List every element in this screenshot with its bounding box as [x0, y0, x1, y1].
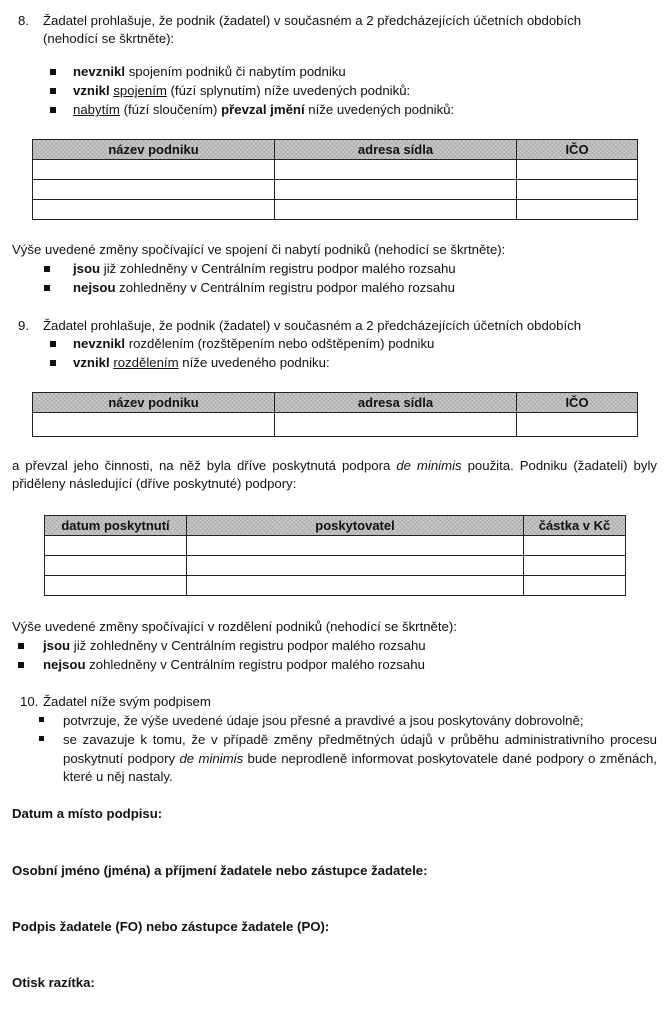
header-date: datum poskytnutí: [45, 516, 187, 536]
paragraph-italic: de minimis: [396, 458, 462, 473]
header-company-name: název podniku: [33, 393, 275, 413]
declaration-italic: de minimis: [179, 750, 244, 766]
bullet-icon: [18, 643, 24, 649]
header-address: adresa sídla: [275, 393, 517, 413]
table-cell[interactable]: [275, 160, 517, 180]
table-cell[interactable]: [33, 413, 275, 437]
bullet-icon: [39, 736, 44, 741]
option-not-merged[interactable]: [73, 63, 346, 80]
table-header-row: [33, 393, 638, 413]
bullet-icon: [39, 717, 44, 722]
table-cell[interactable]: [524, 536, 626, 556]
section-9-number: 9.: [18, 318, 29, 333]
table-row: [33, 413, 638, 437]
section-9-changes-text: Výše uvedené změny spočívající v rozdělení podniků (nehodící se škrtněte):: [12, 619, 457, 634]
section-9-paragraph: [12, 457, 657, 492]
table-cell[interactable]: [275, 200, 517, 220]
declaration-commit: [63, 731, 657, 787]
section-10-number: 10.: [20, 694, 39, 709]
option-not-split[interactable]: [73, 335, 434, 352]
option-underlined: spojením: [113, 83, 167, 98]
header-address: adresa sídla: [275, 140, 517, 160]
section-8-changes-text: Výše uvedené změny spočívající ve spojení či nabytí podniků (nehodící se škrtněte):: [12, 242, 506, 257]
applicant-name-label: Osobní jméno (jména) a příjmení žadatele nebo zástupce žadatele:: [12, 863, 428, 878]
option-text: zohledněny v Centrálním registru podpor malého rozsahu: [85, 657, 425, 672]
table-cell[interactable]: [33, 200, 275, 220]
table-cell[interactable]: [517, 413, 638, 437]
option-text: již zohledněny v Centrálním registru podpor malého rozsahu: [100, 261, 456, 276]
section-8-intro-cont: (nehodící se škrtněte):: [43, 31, 175, 46]
section-9-intro: Žadatel prohlašuje, že podnik (žadatel) v současném a 2 předcházejících účetních obdobích: [43, 318, 582, 333]
option-keyword: jsou: [43, 638, 71, 653]
table-cell[interactable]: [517, 180, 638, 200]
table-row: [45, 576, 626, 596]
bullet-icon: [50, 69, 56, 75]
option-acquired[interactable]: [73, 101, 454, 118]
table-row: [45, 556, 626, 576]
table-cell[interactable]: [45, 556, 187, 576]
option-text: níže uvedeného podniku:: [178, 355, 330, 370]
stamp-label: Otisk razítka:: [12, 975, 95, 990]
bullet-icon: [50, 88, 56, 94]
bullet-icon: [18, 662, 24, 668]
table-row: [33, 180, 638, 200]
option-created-by-merger[interactable]: [73, 82, 410, 99]
option-text: rozdělením (rozštěpením nebo odštěpením) podniku: [125, 336, 435, 351]
merged-companies-table: [32, 139, 638, 220]
bullet-icon: [50, 107, 56, 113]
table-cell[interactable]: [45, 576, 187, 596]
table-cell[interactable]: [517, 160, 638, 180]
table-row: [33, 200, 638, 220]
table-cell[interactable]: [275, 180, 517, 200]
bullet-icon: [50, 341, 56, 347]
table-cell[interactable]: [33, 160, 275, 180]
option-text: (fúzí splynutím) níže uvedených podniků:: [166, 83, 411, 98]
section-10-intro: Žadatel níže svým podpisem: [43, 694, 211, 709]
option-created-by-split[interactable]: [73, 354, 330, 371]
table-cell[interactable]: [45, 536, 187, 556]
bullet-icon: [50, 360, 56, 366]
option-keyword: nejsou: [73, 280, 116, 295]
table-cell[interactable]: [275, 413, 517, 437]
option-underlined: rozdělením: [113, 355, 179, 370]
option-keyword: nevznikl: [73, 64, 126, 79]
option-keyword: nevznikl: [73, 336, 126, 351]
header-amount: částka v Kč: [524, 516, 626, 536]
option-not-reflected[interactable]: [43, 656, 425, 673]
option-keyword: převzal jmění: [221, 102, 305, 117]
table-header-row: [45, 516, 626, 536]
option-reflected[interactable]: [43, 637, 426, 654]
table-cell[interactable]: [33, 180, 275, 200]
section-8-intro: Žadatel prohlašuje, že podnik (žadatel) v současném a 2 předcházejících účetních obdobích: [43, 13, 582, 28]
declaration-confirm: potvrzuje, že výše uvedené údaje jsou přesné a pravdivé a jsou poskytovány dobrovolně;: [63, 713, 584, 728]
paragraph-text: a převzal jeho činnosti, na něž byla dříve poskytnutá podpora: [12, 458, 397, 473]
option-keyword: vznikl: [73, 83, 110, 98]
table-cell[interactable]: [187, 576, 524, 596]
option-keyword: jsou: [73, 261, 101, 276]
header-ico: IČO: [517, 140, 638, 160]
option-not-reflected[interactable]: [73, 279, 455, 296]
table-row: [33, 160, 638, 180]
bullet-icon: [44, 266, 50, 272]
option-underlined: nabytím: [73, 102, 120, 117]
paragraph-text: použita. Podniku (žadateli) byly přiděleny následující (dříve poskytnuté) podpory:: [12, 458, 657, 491]
table-cell[interactable]: [187, 536, 524, 556]
split-company-table: [32, 392, 638, 437]
date-place-label: Datum a místo podpisu:: [12, 806, 163, 821]
option-text: níže uvedených podniků:: [304, 102, 455, 117]
declaration-text: bude neprodleně informovat poskytovatele dané podpory o změnách, které u něj nastaly.: [63, 750, 657, 784]
section-8-number: 8.: [18, 13, 29, 28]
option-text: spojením podniků či nabytím podniku: [125, 64, 346, 79]
header-ico: IČO: [517, 393, 638, 413]
aid-table: [44, 515, 626, 596]
table-cell[interactable]: [524, 556, 626, 576]
option-text: zohledněny v Centrálním registru podpor malého rozsahu: [115, 280, 455, 295]
bullet-icon: [44, 285, 50, 291]
table-row: [45, 536, 626, 556]
table-header-row: [33, 140, 638, 160]
option-text: již zohledněny v Centrálním registru podpor malého rozsahu: [70, 638, 426, 653]
table-cell[interactable]: [524, 576, 626, 596]
option-reflected[interactable]: [73, 260, 456, 277]
option-text: (fúzí sloučením): [119, 102, 222, 117]
header-company-name: název podniku: [33, 140, 275, 160]
declaration-text: se zavazuje k tomu, že v případě změny předmětných údajů v průběhu administrativního procesu poskytnutí podpory: [63, 732, 657, 766]
table-cell[interactable]: [517, 200, 638, 220]
header-provider: poskytovatel: [187, 516, 524, 536]
option-keyword: nejsou: [43, 657, 86, 672]
signature-label: Podpis žadatele (FO) nebo zástupce žadatele (PO):: [12, 919, 330, 934]
option-keyword: vznikl: [73, 355, 110, 370]
table-cell[interactable]: [187, 556, 524, 576]
